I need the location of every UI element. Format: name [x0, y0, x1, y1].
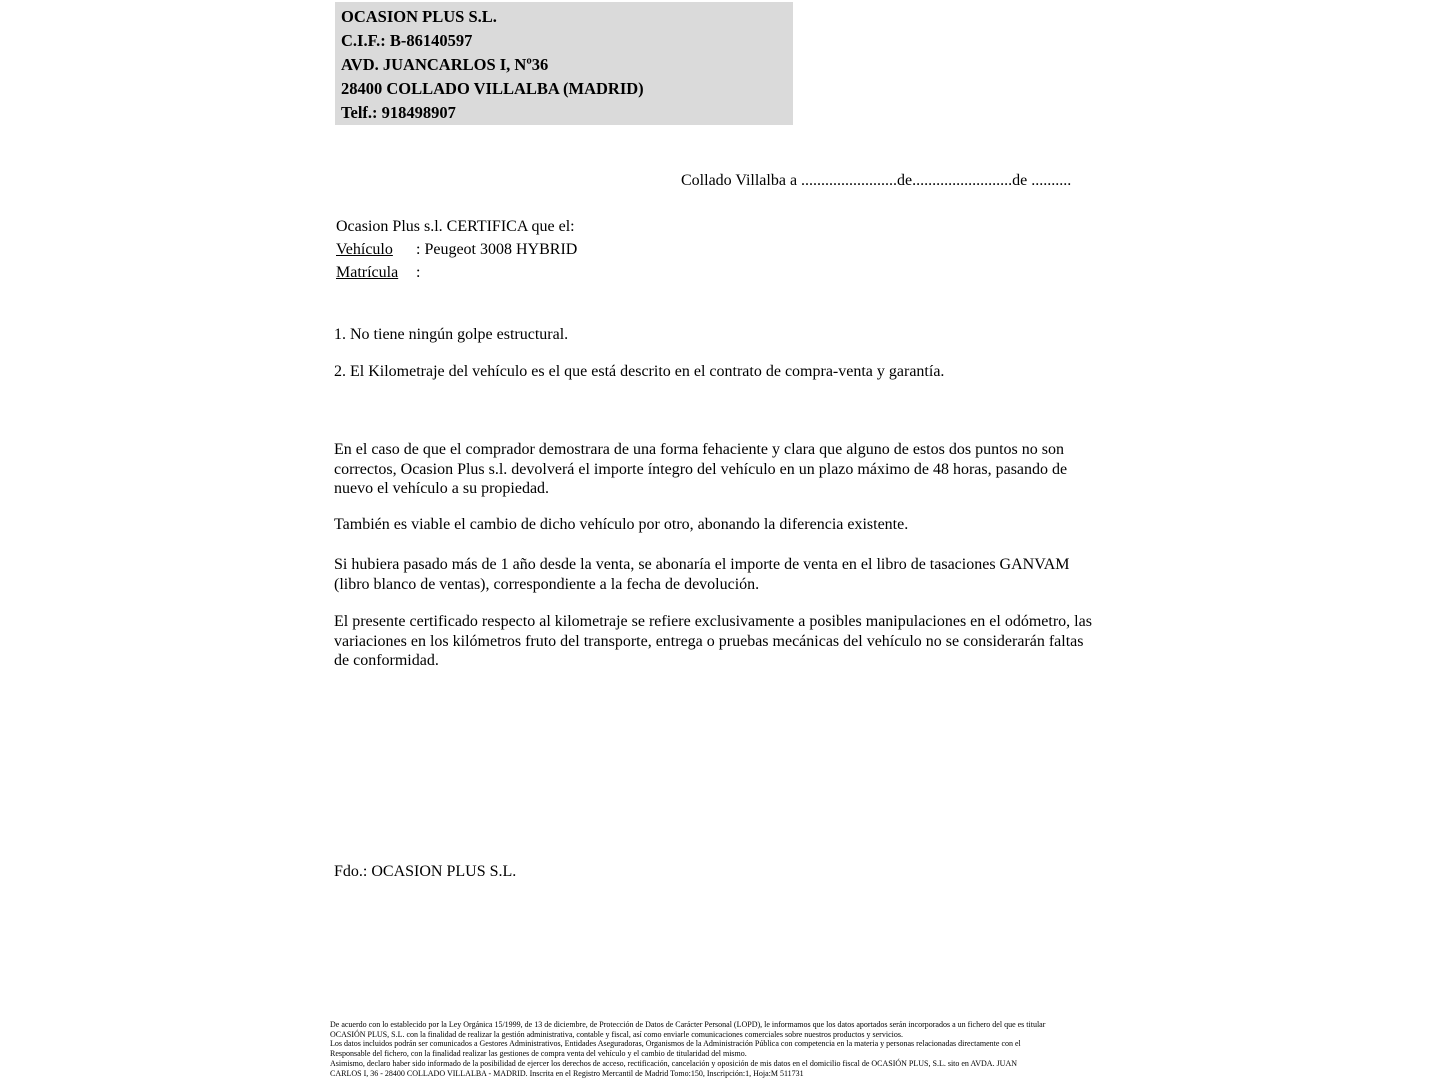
signature-line: Fdo.: OCASION PLUS S.L.: [334, 863, 517, 880]
paragraph-exchange: También es viable el cambio de dicho vehículo por otro, abonando la diferencia existente.: [334, 516, 909, 533]
certifica-intro: Ocasion Plus s.l. CERTIFICA que el:: [336, 218, 575, 235]
vehicle-label-cell: [336, 238, 416, 261]
paragraph-odometer: El presente certificado respecto al kilometraje se refiere exclusivamente a posibles manipulaciones en el odómetro, las variaciones en los kilómetros fruto del transporte, entrega o pruebas mecánicas del vehículo no se considerarán faltas de conformidad.: [334, 613, 1092, 670]
vehicle-line: [336, 238, 577, 261]
company-city: 28400 COLLADO VILLALBA (MADRID): [341, 79, 644, 98]
company-address: AVD. JUANCARLOS I, Nº36: [341, 55, 549, 74]
legal-line-1: De acuerdo con lo establecido por la Ley Orgánica 15/1999, de 13 de diciembre, de Protección de Datos de Carácter Personal (LOPD), le informamos que los datos aportados serán incorporados a un fichero del que es titular: [330, 1020, 1046, 1029]
vehicle-label: Vehículo: [336, 241, 393, 258]
plate-label-cell: [336, 261, 416, 284]
vehicle-value: : Peugeot 3008 HYBRID: [416, 241, 578, 258]
company-cif: C.I.F.: B-86140597: [341, 31, 473, 50]
date-place-line: Collado Villalba a ........................de.........................de ..........: [681, 172, 1072, 189]
plate-value: :: [416, 264, 421, 281]
company-name: OCASION PLUS S.L.: [341, 7, 497, 26]
legal-line-4: Responsable del fichero, con la finalidad realizar las gestiones de compra venta del vehículo y el cambio de titularidad del mismo.: [330, 1049, 747, 1059]
plate-label: Matrícula: [336, 264, 399, 281]
company-phone: Telf.: 918498907: [341, 103, 456, 122]
legal-line-2: OCASIÓN PLUS, S.L. con la finalidad de realizar la gestión administrativa, contable y fiscal, así como enviarle comunicaciones comerciales sobre nuestros productos y servicios.: [330, 1029, 903, 1039]
legal-line-5: Asimismo, declaro haber sido informado de la posibilidad de ejercer los derechos de acceso, rectificación, cancelación y oposición de mis datos en el domicilio fiscal de OCASIÓN PLUS, S.L. sito en AVDA. JUAN: [330, 1058, 1018, 1068]
legal-notice: [330, 1020, 1045, 1078]
point-1: 1. No tiene ningún golpe estructural.: [334, 326, 569, 343]
paragraph-refund: En el caso de que el comprador demostrara de una forma fehaciente y clara que alguno de estos dos puntos no son correctos, Ocasion Plus s.l. devolverá el importe íntegro del vehículo en un plazo máximo de 48 horas, pasando de nuevo el vehículo a su propiedad.: [334, 441, 1068, 498]
paragraph-ganvam: Si hubiera pasado más de 1 año desde la venta, se abonaría el importe de venta en el libro de tasaciones GANVAM (libro blanco de ventas), correspondiente a la fecha de devolución.: [334, 556, 1070, 593]
point-2: 2. El Kilometraje del vehículo es el que está descrito en el contrato de compra-venta y garantía.: [334, 363, 945, 380]
certification-block: [336, 215, 577, 284]
plate-line: [336, 261, 577, 284]
legal-line-6: CARLOS I, 36 - 28400 COLLADO VILLALBA - MADRID. Inscrita en el Registro Mercantil de Madrid Tomo:150, Inscripción:1, Hoja:M 511731: [330, 1068, 804, 1078]
legal-line-3: Los datos incluidos podrán ser comunicados a Gestores Administrativos, Entidades Aseguradoras, Organismos de la Administración Pública con competencia en la materia y personas relacionadas directamente con el: [330, 1039, 1021, 1049]
company-header-box: [335, 2, 793, 125]
